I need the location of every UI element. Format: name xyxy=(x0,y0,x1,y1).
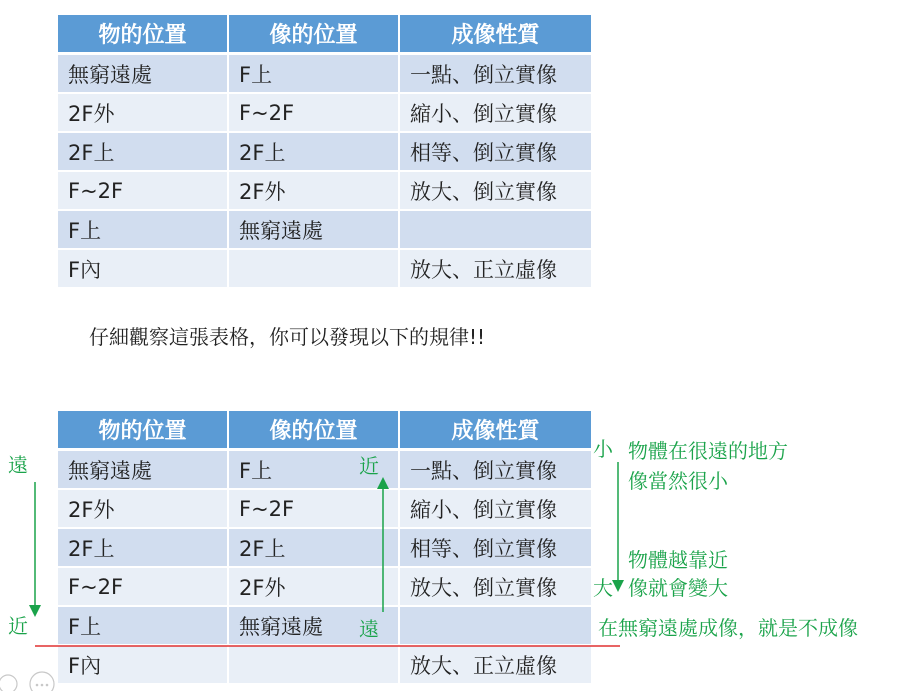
cell-image xyxy=(228,249,399,288)
far-object-note-2: 像當然很小 xyxy=(628,469,728,493)
table-row xyxy=(58,606,591,645)
observation-note: 仔細觀察這張表格，你可以發現以下的規律!! xyxy=(89,325,486,349)
table-row xyxy=(58,645,591,684)
cell-object: 無窮遠處 xyxy=(58,450,228,490)
header-image-position: 像的位置 xyxy=(228,411,399,450)
cell-image: 2F上 xyxy=(228,528,399,567)
cell-object: F內 xyxy=(58,249,228,288)
far-object-note-1: 物體在很遠的地方 xyxy=(628,439,788,463)
table-row xyxy=(58,132,591,171)
cell-properties xyxy=(399,210,591,249)
cell-properties: 相等、倒立實像 xyxy=(399,132,591,171)
cell-image: 2F外 xyxy=(228,567,399,606)
table-header-row xyxy=(58,411,591,450)
table-row xyxy=(58,210,591,249)
header-object-position: 物的位置 xyxy=(58,15,228,54)
cell-image: F~2F xyxy=(228,93,399,132)
table-row xyxy=(58,528,591,567)
cell-object: 2F上 xyxy=(58,528,228,567)
cell-properties: 放大、正立虛像 xyxy=(399,645,591,684)
header-image-properties: 成像性質 xyxy=(399,411,591,450)
table-row xyxy=(58,54,591,94)
cell-object: F上 xyxy=(58,210,228,249)
table-row xyxy=(58,450,591,490)
far-label-mid: 遠 xyxy=(359,617,379,641)
infinity-note: 在無窮遠處成像，就是不成像 xyxy=(598,616,858,640)
cell-properties: 放大、正立虛像 xyxy=(399,249,591,288)
near-label-left: 近 xyxy=(8,614,28,638)
table-row xyxy=(58,567,591,606)
cell-properties: 放大、倒立實像 xyxy=(399,171,591,210)
cell-object: F~2F xyxy=(58,567,228,606)
closer-note-1: 物體越靠近 xyxy=(628,548,728,572)
cell-properties: 相等、倒立實像 xyxy=(399,528,591,567)
cell-object: F上 xyxy=(58,606,228,645)
table-row xyxy=(58,489,591,528)
cell-image: F上 xyxy=(228,450,399,490)
big-label: 大 xyxy=(593,576,613,600)
zoom-controls-icon[interactable] xyxy=(0,664,60,691)
cell-image: 2F上 xyxy=(228,132,399,171)
small-label: 小 xyxy=(593,437,613,461)
header-image-position: 像的位置 xyxy=(228,15,399,54)
cell-properties xyxy=(399,606,591,645)
header-image-properties: 成像性質 xyxy=(399,15,591,54)
table-row xyxy=(58,249,591,288)
cell-properties: 縮小、倒立實像 xyxy=(399,489,591,528)
table-header-row xyxy=(58,15,591,54)
header-object-position: 物的位置 xyxy=(58,411,228,450)
cell-image: 2F外 xyxy=(228,171,399,210)
cell-object: 2F外 xyxy=(58,489,228,528)
cell-properties: 放大、倒立實像 xyxy=(399,567,591,606)
cell-image: F上 xyxy=(228,54,399,94)
closer-note-2: 像就會變大 xyxy=(628,576,728,600)
cell-object: 無窮遠處 xyxy=(58,54,228,94)
cell-image: 無窮遠處 xyxy=(228,606,399,645)
cell-properties: 一點、倒立實像 xyxy=(399,54,591,94)
cell-properties: 一點、倒立實像 xyxy=(399,450,591,490)
cell-properties: 縮小、倒立實像 xyxy=(399,93,591,132)
cell-image xyxy=(228,645,399,684)
table-row xyxy=(58,93,591,132)
cell-object: F~2F xyxy=(58,171,228,210)
far-label-left: 遠 xyxy=(8,453,28,477)
cell-object: 2F上 xyxy=(58,132,228,171)
near-label-mid: 近 xyxy=(359,454,379,478)
cell-object: 2F外 xyxy=(58,93,228,132)
optics-table-top xyxy=(58,15,591,289)
cell-image: F~2F xyxy=(228,489,399,528)
cell-image: 無窮遠處 xyxy=(228,210,399,249)
table-row xyxy=(58,171,591,210)
optics-table-annotated xyxy=(58,411,591,685)
cell-object: F內 xyxy=(58,645,228,684)
